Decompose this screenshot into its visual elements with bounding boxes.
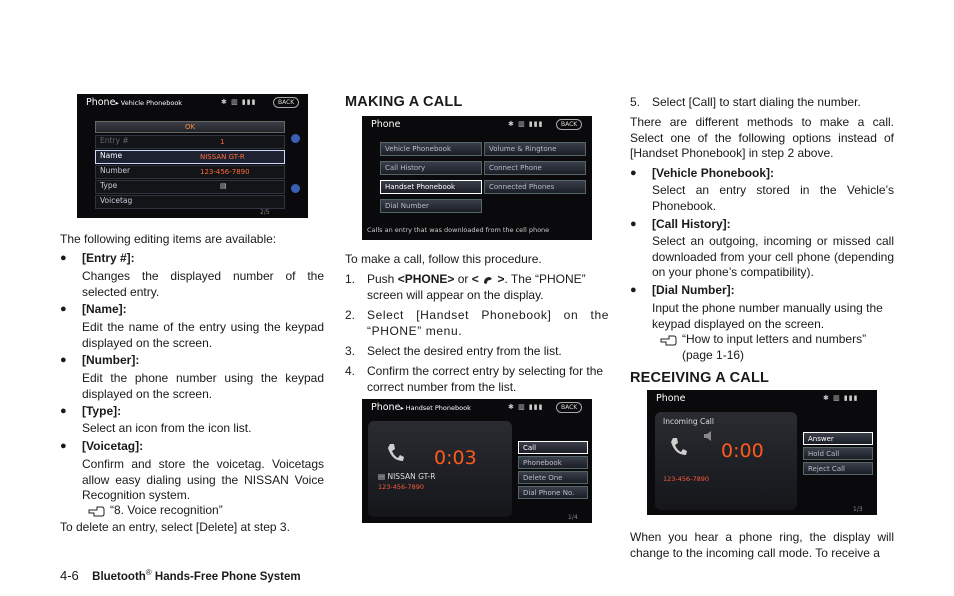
phone-menu-screen bbox=[362, 116, 592, 240]
screen-title: Phone bbox=[656, 393, 686, 404]
back-button[interactable]: BACK bbox=[556, 119, 582, 130]
incoming-call-screen bbox=[647, 390, 877, 515]
call-panel bbox=[368, 421, 512, 517]
section-title: Bluetooth® Hands-Free Phone System bbox=[92, 568, 301, 583]
help-text: Calls an entry that was downloaded from the cell phone bbox=[367, 226, 550, 234]
phonebook-button[interactable]: Phonebook bbox=[518, 456, 588, 469]
bullet-icon: ● bbox=[60, 354, 67, 366]
answer-button[interactable]: Answer bbox=[803, 432, 873, 445]
item-desc: Changes the displayed number of the selected entry. bbox=[82, 269, 324, 299]
step-5: Select [Call] to start dialing the number. bbox=[652, 95, 861, 109]
methods-paragraph: There are different methods to make a call. Select one of the following options instead of [Handset Phonebook] in step 2 above. bbox=[630, 115, 894, 160]
vehicle-phonebook-edit-screen bbox=[77, 94, 308, 218]
page-indicator: 1/4 bbox=[568, 514, 578, 521]
bullet-icon: ● bbox=[630, 284, 637, 296]
scroll-down-icon[interactable] bbox=[291, 184, 300, 193]
handset-icon bbox=[669, 436, 687, 456]
step-number: 3. bbox=[345, 344, 356, 358]
incoming-mode-paragraph: When you hear a phone ring, the display will change to the incoming call mode. To receive a bbox=[630, 530, 894, 560]
number-row[interactable]: Number 123-456-7890 bbox=[95, 165, 285, 179]
cross-reference: “How to input letters and numbers” (page 1-16) bbox=[660, 332, 886, 363]
pointing-hand-icon bbox=[88, 505, 106, 517]
editing-intro: The following editing items are available: bbox=[60, 232, 277, 246]
name-row[interactable]: Name NISSAN GT-R bbox=[95, 150, 285, 164]
screen-title: Phone bbox=[371, 119, 401, 130]
item-desc: Edit the phone number using the keypad displayed on the screen. bbox=[82, 371, 324, 401]
handset-icon bbox=[386, 442, 404, 462]
connect-phone-button[interactable]: Connect Phone bbox=[484, 161, 586, 175]
dial-phone-no-button[interactable]: Dial Phone No. bbox=[518, 486, 588, 499]
item-desc: Edit the name of the entry using the keypad displayed on the screen. bbox=[82, 320, 324, 350]
dial-number-button[interactable]: Dial Number bbox=[380, 199, 482, 213]
scroll-up-icon[interactable] bbox=[291, 134, 300, 143]
item-term: [Type]: bbox=[82, 404, 122, 418]
status-icons: ✱ ▥ ▮▮▮ bbox=[508, 120, 544, 128]
delete-note: To delete an entry, select [Delete] at step 3. bbox=[60, 520, 290, 534]
back-button[interactable]: BACK bbox=[556, 402, 582, 413]
type-row[interactable]: Type ▤ bbox=[95, 180, 285, 194]
item-term: [Name]: bbox=[82, 302, 127, 316]
caller-number: 123-456-7890 bbox=[663, 475, 710, 483]
screen-title: Phone▸ Vehicle Phonebook bbox=[86, 97, 183, 108]
incoming-call-label: Incoming Call bbox=[663, 417, 714, 426]
ringing-speaker-icon bbox=[703, 431, 717, 441]
page-number: 4-6 bbox=[60, 568, 79, 583]
step-4: Confirm the correct entry by selecting for the correct number from the list. bbox=[367, 364, 604, 394]
item-desc: Select an outgoing, incoming or missed call downloaded from your cell phone (depending on your phone’s compatibility). bbox=[652, 234, 894, 279]
page-indicator: 2/5 bbox=[260, 209, 270, 216]
ok-button[interactable]: OK bbox=[95, 121, 285, 133]
call-button[interactable]: Call bbox=[518, 441, 588, 454]
volume-ringtone-button[interactable]: Volume & Ringtone bbox=[484, 142, 586, 156]
page-indicator: 1/3 bbox=[853, 506, 863, 513]
contact-number: 123-456-7890 bbox=[378, 483, 425, 491]
item-desc: Select an icon from the icon list. bbox=[82, 421, 252, 435]
item-desc: Confirm and store the voicetag. Voicetags allow easy dialing using the NISSAN Voice Recognition system. bbox=[82, 457, 324, 502]
making-call-heading: MAKING A CALL bbox=[345, 94, 463, 110]
bullet-icon: ● bbox=[60, 303, 67, 315]
page-footer bbox=[60, 568, 301, 583]
status-icons: ✱ ▥ ▮▮▮ bbox=[508, 403, 544, 411]
item-term: [Call History]: bbox=[652, 217, 731, 231]
procedure-intro: To make a call, follow this procedure. bbox=[345, 252, 542, 266]
item-term: [Vehicle Phonebook]: bbox=[652, 166, 775, 180]
contact-name: ▤ NISSAN GT-R bbox=[378, 472, 436, 481]
bullet-icon: ● bbox=[60, 440, 67, 452]
hold-call-button[interactable]: Hold Call bbox=[803, 447, 873, 460]
vehicle-phonebook-button[interactable]: Vehicle Phonebook bbox=[380, 142, 482, 156]
item-desc: Select an entry stored in the Vehicle’s Phonebook. bbox=[652, 183, 894, 213]
bullet-icon: ● bbox=[60, 405, 67, 417]
entry-row[interactable]: Entry # 1 bbox=[95, 135, 285, 149]
handset-phonebook-screen bbox=[362, 399, 592, 523]
bullet-icon: ● bbox=[630, 218, 637, 230]
item-term: [Number]: bbox=[82, 353, 140, 367]
back-button[interactable]: BACK bbox=[273, 97, 299, 108]
item-term: [Dial Number]: bbox=[652, 283, 735, 297]
step-number: 5. bbox=[630, 95, 641, 109]
screen-title: Phone▸ Handset Phonebook bbox=[371, 402, 471, 413]
step-2: Select [Handset Phonebook] on the “PHONE” menu. bbox=[367, 308, 609, 338]
bullet-icon: ● bbox=[630, 167, 637, 179]
delete-one-button[interactable]: Delete One bbox=[518, 471, 588, 484]
step-number: 2. bbox=[345, 308, 356, 322]
bullet-icon: ● bbox=[60, 252, 67, 264]
step-number: 4. bbox=[345, 364, 356, 378]
phone-steering-switch-icon bbox=[482, 275, 494, 285]
cross-reference: “8. Voice recognition” bbox=[88, 503, 223, 519]
call-timer: 0:03 bbox=[434, 447, 477, 469]
step-number: 1. bbox=[345, 272, 356, 286]
item-term: [Voicetag]: bbox=[82, 439, 144, 453]
step-3: Select the desired entry from the list. bbox=[367, 344, 562, 358]
pointing-hand-icon bbox=[660, 334, 678, 346]
status-icons: ✱ ▥ ▮▮▮ bbox=[823, 394, 859, 402]
receiving-call-heading: RECEIVING A CALL bbox=[630, 370, 770, 386]
item-desc: Input the phone number manually using the keypad displayed on the screen. bbox=[652, 301, 883, 331]
item-term: [Entry #]: bbox=[82, 251, 135, 265]
call-history-button[interactable]: Call History bbox=[380, 161, 482, 175]
step-1: Push <PHONE> or < >. The “PHONE” screen will appear on the display. bbox=[367, 272, 586, 302]
voicetag-row[interactable]: Voicetag bbox=[95, 195, 285, 209]
reject-call-button[interactable]: Reject Call bbox=[803, 462, 873, 475]
connected-phones-button[interactable]: Connected Phones bbox=[484, 180, 586, 194]
call-timer: 0:00 bbox=[721, 440, 764, 462]
status-icons: ✱ ▥ ▮▮▮ bbox=[221, 98, 257, 106]
handset-phonebook-button[interactable]: Handset Phonebook bbox=[380, 180, 482, 194]
